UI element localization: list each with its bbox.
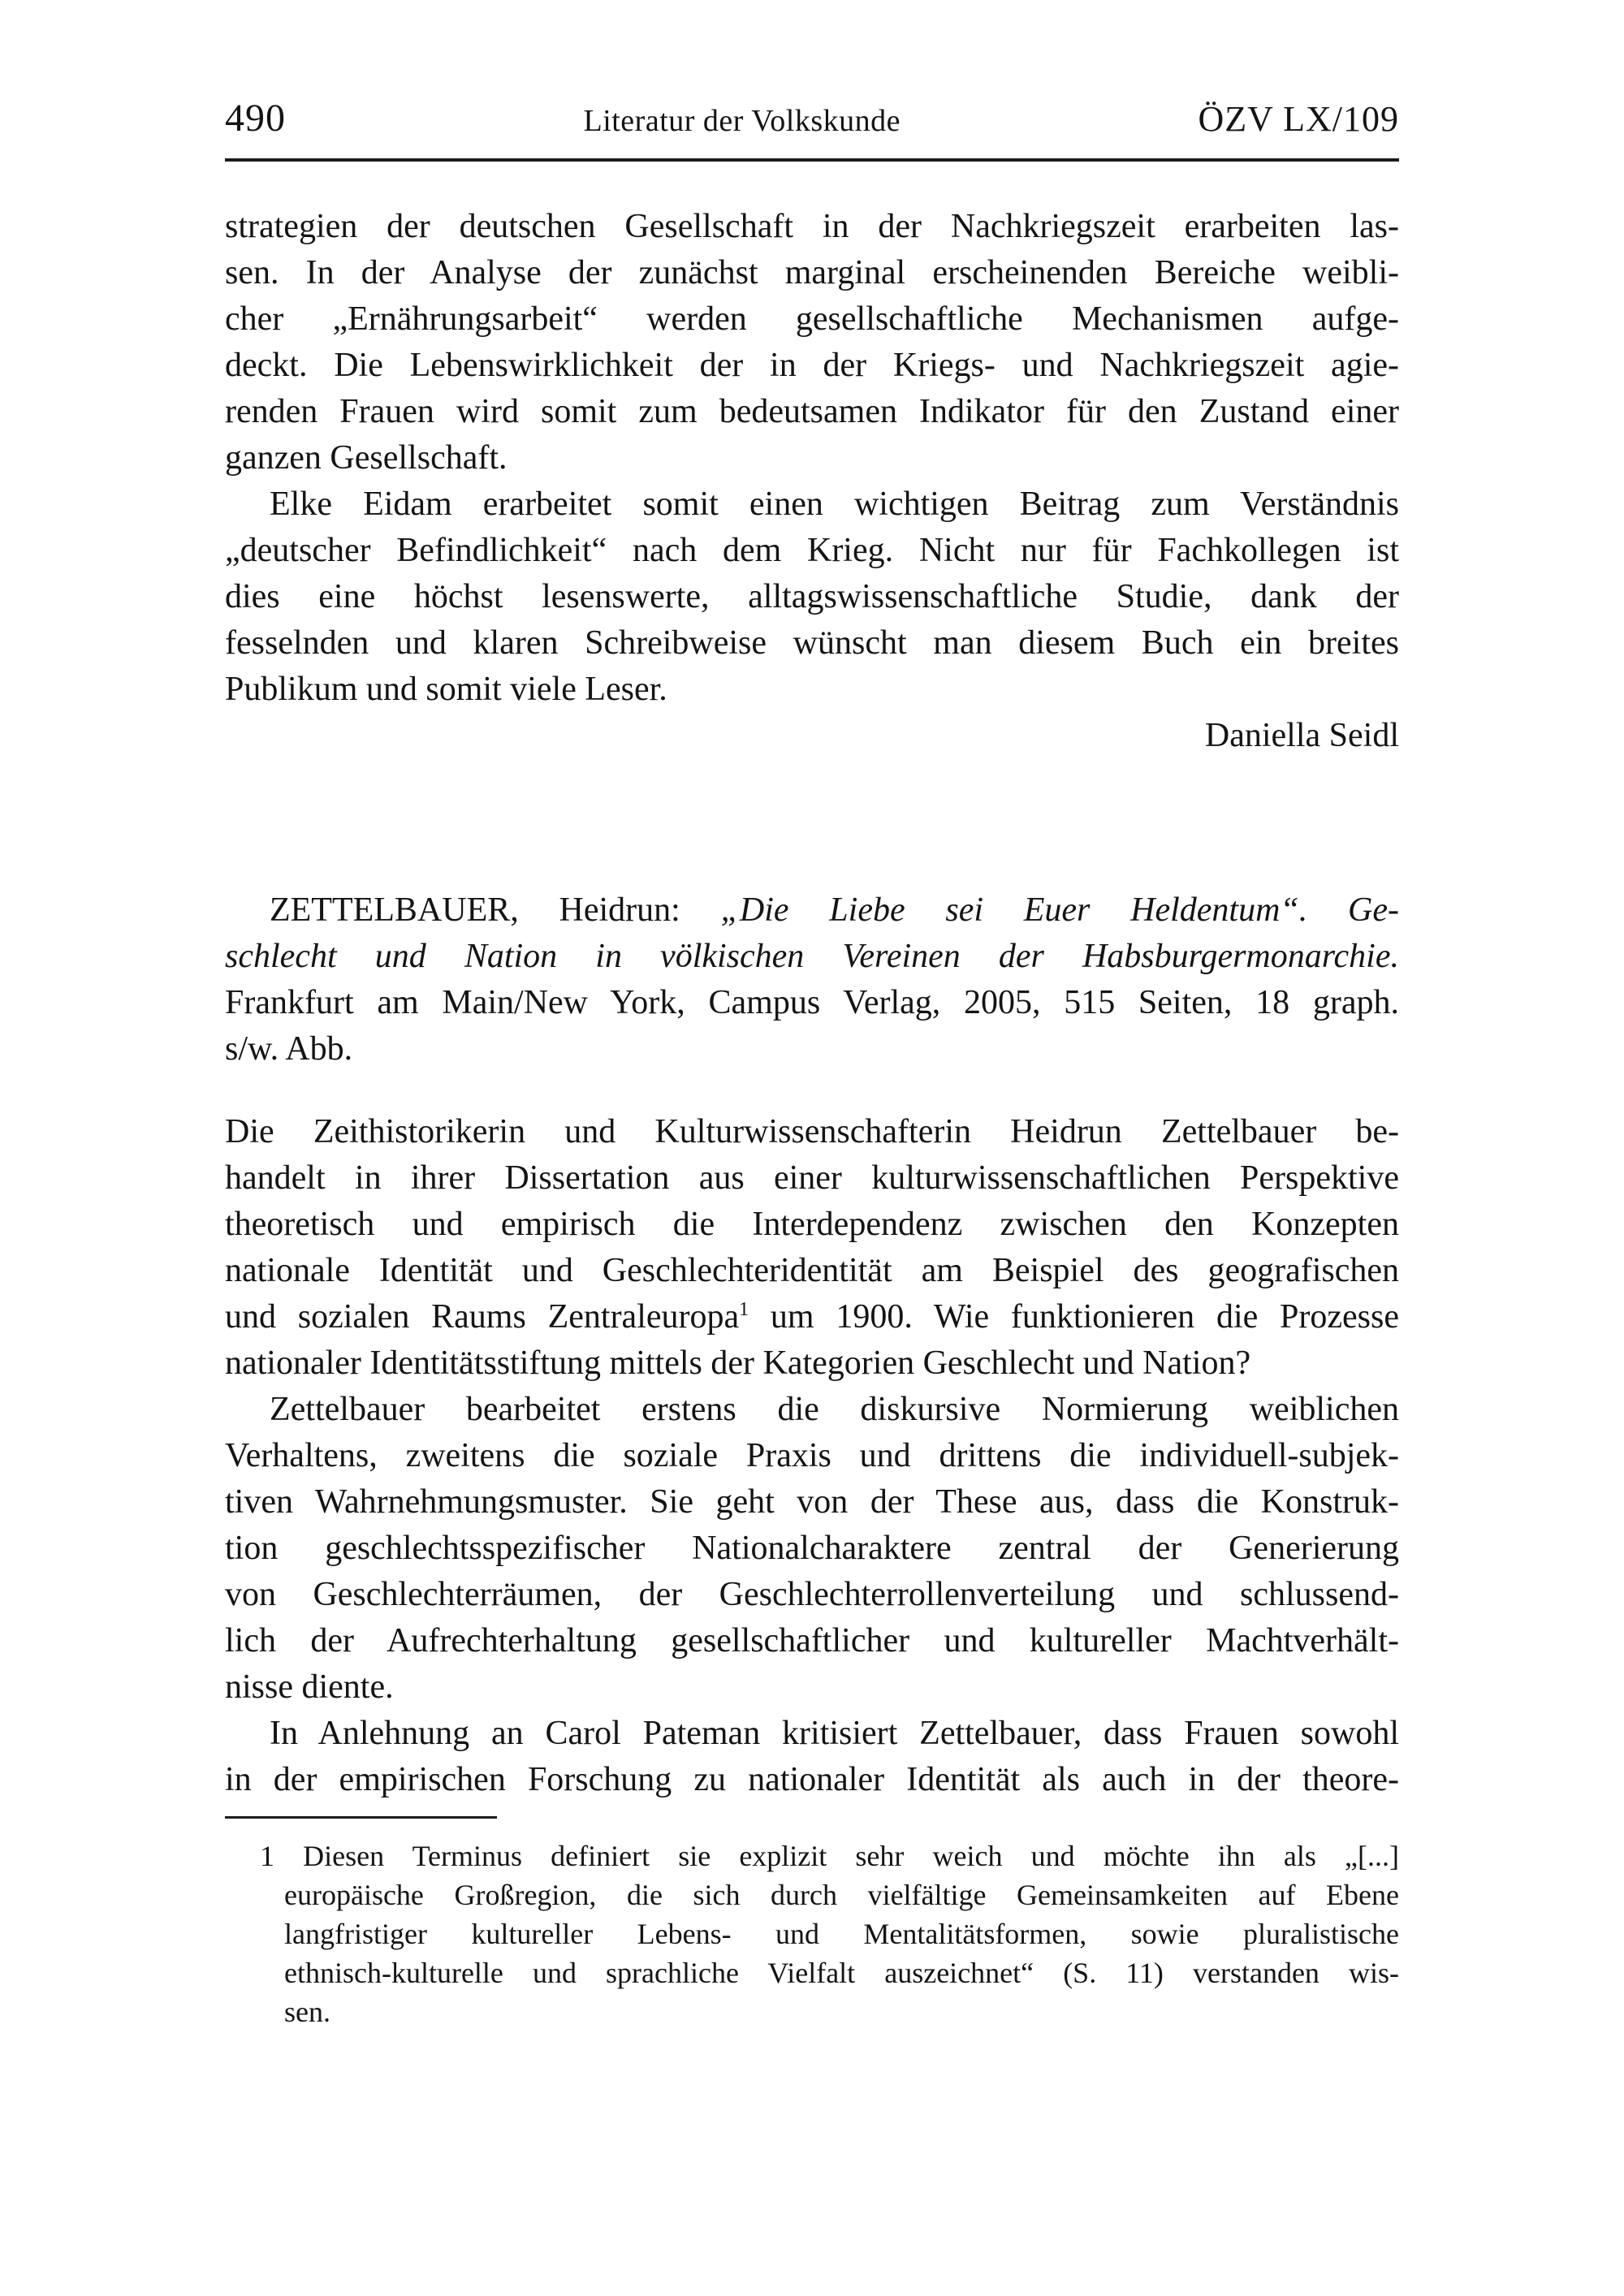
text-line: tion geschlechtsspezifischer Nationalcharaktere zentral der Generierung: [225, 1530, 1399, 1567]
text-line: Elke Eidam erarbeitet somit einen wichtigen Beitrag zum Verständnis: [270, 486, 1399, 523]
text-line: fesselnden und klaren Schreibweise wünscht man diesem Buch ein breites: [225, 624, 1399, 662]
text-line: dies eine höchst lesenswerte, alltagswissenschaftliche Studie, dank der: [225, 578, 1399, 615]
text-line: von Geschlechterräumen, der Geschlechterrollenverteilung und schlussend-: [225, 1576, 1399, 1613]
text-line: tiven Wahrnehmungsmuster. Sie geht von der These aus, dass die Konstruk-: [225, 1483, 1399, 1521]
footnote-rule: [225, 1816, 497, 1819]
text-line: s/w. Abb.: [225, 1030, 353, 1068]
text-line: Zettelbauer bearbeitet erstens die diskursive Normierung weiblichen: [270, 1391, 1399, 1428]
reviewer-signature: Daniella Seidl: [1204, 717, 1399, 754]
header-rule: [225, 158, 1399, 162]
text-line: in der empirischen Forschung zu nationaler Identität als auch in der theore-: [225, 1761, 1399, 1798]
text-line: langfristiger kultureller Lebens- und Mentalitätsformen, sowie pluralistische: [284, 1918, 1399, 1950]
para-continuation-strategien: [225, 204, 1399, 481]
running-head-title: Literatur der Volkskunde: [583, 104, 901, 138]
text-line: nisse diente.: [225, 1668, 394, 1706]
running-head: [225, 96, 1399, 140]
text-line: ganzen Gesellschaft.: [225, 439, 508, 477]
para-zettelbauer-bearbeitet: [225, 1387, 1399, 1711]
text-line: cher „Ernährungsarbeit“ werden gesellschaftliche Mechanismen aufge-: [225, 300, 1399, 338]
text-line: europäische Großregion, die sich durch vielfältige Gemeinsamkeiten auf Ebene: [284, 1879, 1399, 1911]
text-line: handelt in ihrer Dissertation aus einer kulturwissenschaftlichen Perspektive: [225, 1159, 1399, 1197]
text-line: schlecht und Nation in völkischen Vereinen der Habsburgermonarchie.: [225, 938, 1399, 975]
text-line: nationale Identität und Geschlechteridentität am Beispiel des geografischen: [225, 1252, 1399, 1289]
text-line: „deutscher Befindlichkeit“ nach dem Krieg. Nicht nur für Fachkollegen ist: [225, 532, 1399, 569]
text-line: renden Frauen wird somit zum bedeutsamen Indikator für den Zustand einer: [225, 393, 1399, 430]
journal-reference: ÖZV LX/109: [1198, 99, 1399, 139]
text-line: Publikum und somit viele Leser.: [225, 671, 667, 708]
text-line: ethnisch-kulturelle und sprachliche Vielfalt auszeichnet“ (S. 11) verstanden wis-: [284, 1957, 1399, 1989]
para-elke-eidam: [225, 481, 1399, 713]
text-line: strategien der deutschen Gesellschaft in der Nachkriegszeit erarbeiten las-: [225, 208, 1399, 245]
text-line: lich der Aufrechterhaltung gesellschaftlicher und kultureller Machtverhält-: [225, 1622, 1399, 1659]
review-heading: [225, 887, 1399, 1072]
text-line: In Anlehnung an Carol Pateman kritisiert Zettelbauer, dass Frauen sowohl: [270, 1715, 1399, 1752]
text-line: und sozialen Raums Zentraleuropa$^1$ um 1900. Wie funktionieren die Prozesse: [225, 1298, 1399, 1336]
page-number: 490: [225, 97, 286, 140]
text-line: ZETTELBAUER, Heidrun: „Die Liebe sei Euer Heldentum“. Ge-: [270, 891, 1399, 929]
text-line: Verhaltens, zweitens die soziale Praxis und drittens die individuell-subjek-: [225, 1437, 1399, 1474]
text-line: Frankfurt am Main/New York, Campus Verlag, 2005, 515 Seiten, 18 graph.: [225, 984, 1399, 1021]
footnote-marker: 1: [739, 1299, 749, 1320]
para-die-zeithistorikerin: [225, 1109, 1399, 1387]
text-line: sen. In der Analyse der zunächst marginal erscheinenden Bereiche weibli-: [225, 254, 1399, 291]
text-line: Die Zeithistorikerin und Kulturwissenschafterin Heidrun Zettelbauer be-: [225, 1113, 1399, 1150]
footnote-1: [260, 1836, 1399, 2031]
text-line: theoretisch und empirisch die Interdependenz zwischen den Konzepten: [225, 1206, 1399, 1243]
text-line: nationaler Identitätsstiftung mittels der Kategorien Geschlecht und Nation?: [225, 1344, 1251, 1382]
text-column: [225, 204, 1399, 2031]
text-line: sen.: [284, 1996, 330, 2028]
text-line: deckt. Die Lebenswirklichkeit der in der Kriegs- und Nachkriegszeit agie-: [225, 347, 1399, 384]
text-line: 1 Diesen Terminus definiert sie explizit sehr weich und möchte ihn als „[...]: [260, 1840, 1399, 1872]
para-in-anlehnung: [225, 1711, 1399, 1803]
